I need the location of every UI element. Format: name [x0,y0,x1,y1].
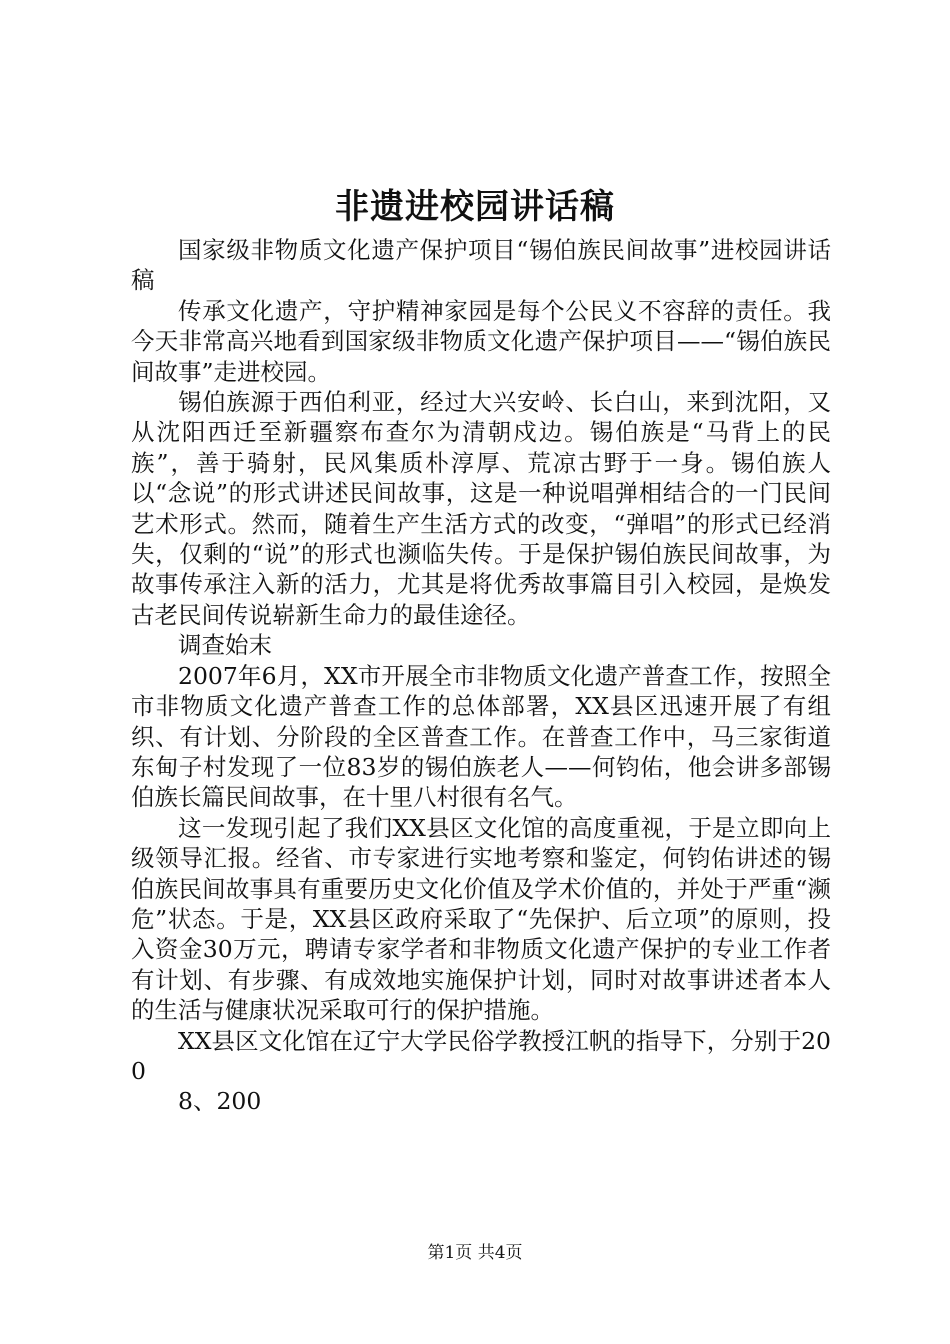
paragraph-museum: XX县区文化馆在辽宁大学民俗学教授江帆的指导下，分别于200 [131,1026,831,1085]
paragraph-intro: 传承文化遗产，守护精神家园是每个公民义不容辞的责任。我今天非常高兴地看到国家级非物质文化遗产保护项目——“锡伯族民间故事”走进校园。 [131,296,831,386]
document-title: 非遗进校园讲话稿 [335,187,615,227]
section-heading-investigation: 调查始末 [178,631,272,660]
paragraph-subtitle: 国家级非物质文化遗产保护项目“锡伯族民间故事”进校园讲话稿 [131,236,831,295]
paragraph-fragment: 8、200 [178,1087,262,1116]
page-footer: 第1页 共4页 [427,1243,523,1263]
paragraph-survey: 2007年6月，XX市开展全市非物质文化遗产普查工作，按照全市非物质文化遗产普查工作的总体部署，XX县区迅速开展了有组织、有计划、分阶段的全区普查工作。在普查工作中，马三家街道东甸子村发现了一位83岁的锡伯族老人——何钧佑，他会讲多部锡伯族长篇民间故事，在十里八村很有名气。 [131,661,831,812]
paragraph-background: 锡伯族源于西伯利亚，经过大兴安岭、长白山，来到沈阳，又从沈阳西迁至新疆察布查尔为清朝戍边。锡伯族是“马背上的民族”，善于骑射，民风集质朴淳厚、荒凉古野于一身。锡伯族人以“念说”的形式讲述民间故事，这是一种说唱弹相结合的一门民间艺术形式。然而，随着生产生活方式的改变，“弹唱”的形式已经消失，仅剩的“说”的形式也濒临失传。于是保护锡伯族民间故事，为故事传承注入新的活力，尤其是将优秀故事篇目引入校园，是焕发古老民间传说崭新生命力的最佳途径。 [131,388,831,629]
paragraph-protection: 这一发现引起了我们XX县区文化馆的高度重视，于是立即向上级领导汇报。经省、市专家进行实地考察和鉴定，何钧佑讲述的锡伯族民间故事具有重要历史文化价值及学术价值的，并处于严重“濒危”状态。于是，XX县区政府采取了“先保护、后立项”的原则，投入资金30万元，聘请专家学者和非物质文化遗产保护的专业工作者有计划、有步骤、有成效地实施保护计划，同时对故事讲述者本人的生活与健康状况采取可行的保护措施。 [131,813,831,1025]
document-body [131,235,831,1117]
